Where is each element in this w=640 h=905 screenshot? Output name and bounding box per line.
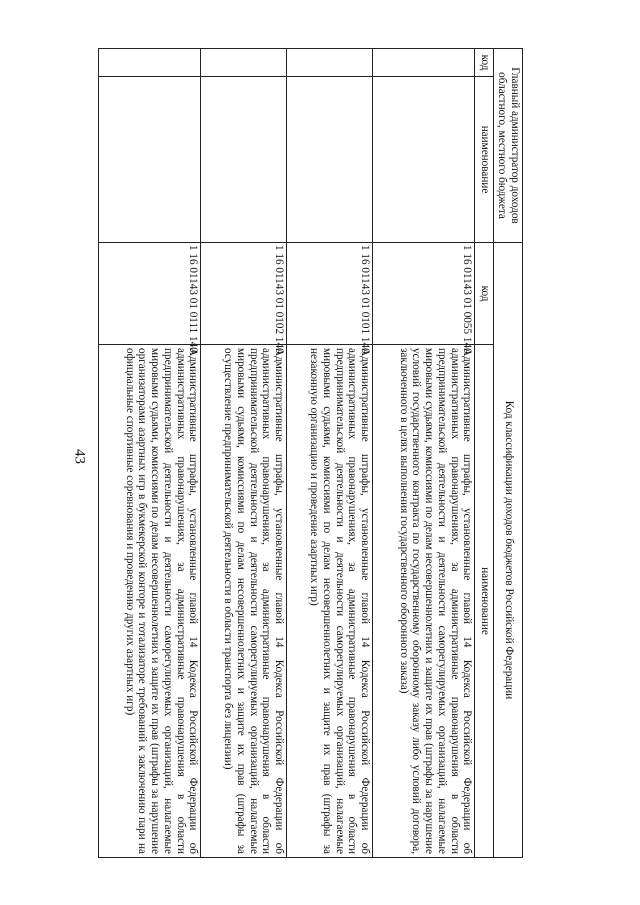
admin-name-cell	[287, 77, 373, 243]
classification-code-cell: 1 16 01143 01 0055 140	[373, 243, 475, 345]
header-admin-group: Главный администратор доходов областного, местного бюджета	[494, 49, 523, 243]
classification-description-cell: Административные штрафы, установленные главой 14 Кодекса Российской Федерации об административных правонарушениях, за административные правонарушения в области предпринимательской деятельности и деятельности саморегулируемых организаций, налагаемые мировыми судьями, комиссиями по делам несовершеннолетних и защите их прав (штрафы за нарушение условий государственного контракта по государственному оборонному заказу либо условий договора, заключенного в целях выполнения государственного оборонного заказа)	[373, 345, 475, 858]
rotated-table-container	[98, 48, 523, 858]
classification-description-cell: Административные штрафы, установленные главой 14 Кодекса Российской Федерации об административных правонарушениях, за административные правонарушения в области предпринимательской деятельности и деятельности саморегулируемых организаций, налагаемые мировыми судьями, комиссиями по делам несовершеннолетних и защите их прав (штрафы за осуществление предпринимательской деятельности в области транспорта без лицензии)	[201, 345, 287, 858]
header-class-name: наименование	[475, 345, 494, 858]
table-row	[99, 49, 201, 858]
header-admin-name: наименование	[475, 77, 494, 243]
header-class-code: код	[475, 243, 494, 345]
admin-name-cell	[99, 77, 201, 243]
classification-code-cell: 1 16 01143 01 0101 140	[287, 243, 373, 345]
admin-code-cell	[201, 49, 287, 77]
admin-code-cell	[287, 49, 373, 77]
table-row	[201, 49, 287, 858]
classification-code-cell: 1 16 01143 01 0102 140	[201, 243, 287, 345]
admin-name-cell	[373, 77, 475, 243]
classification-code-cell: 1 16 01143 01 0111 140	[99, 243, 201, 345]
table-row	[373, 49, 475, 858]
admin-code-cell	[373, 49, 475, 77]
revenue-classification-table	[98, 48, 523, 858]
table-row	[287, 49, 373, 858]
classification-description-cell: Административные штрафы, установленные главой 14 Кодекса Российской Федерации об административных правонарушениях, за административные правонарушения в области предпринимательской деятельности и деятельности саморегулируемых организаций, налагаемые мировыми судьями, комиссиями по делам несовершеннолетних и защите их прав (штрафы за незаконную организацию и проведение азартных игр)	[287, 345, 373, 858]
header-classification-group: Код классификации доходов бюджетов Российской Федерации	[494, 243, 523, 858]
header-admin-code: код	[475, 49, 494, 77]
page-number: 43	[71, 449, 88, 464]
admin-code-cell	[99, 49, 201, 77]
admin-name-cell	[201, 77, 287, 243]
classification-description-cell: Административные штрафы, установленные главой 14 Кодекса Российской Федерации об административных правонарушениях, за административные правонарушения в области предпринимательской деятельности и деятельности саморегулируемых организаций, налагаемые мировыми судьями, комиссиями по делам несовершеннолетних и защите их прав (штрафы за нарушение организаторами азартных игр в букмекерской конторе и тотализаторе требований к заключению пари на официальные спортивные соревнования и проведению других азартных игр)	[99, 345, 201, 858]
